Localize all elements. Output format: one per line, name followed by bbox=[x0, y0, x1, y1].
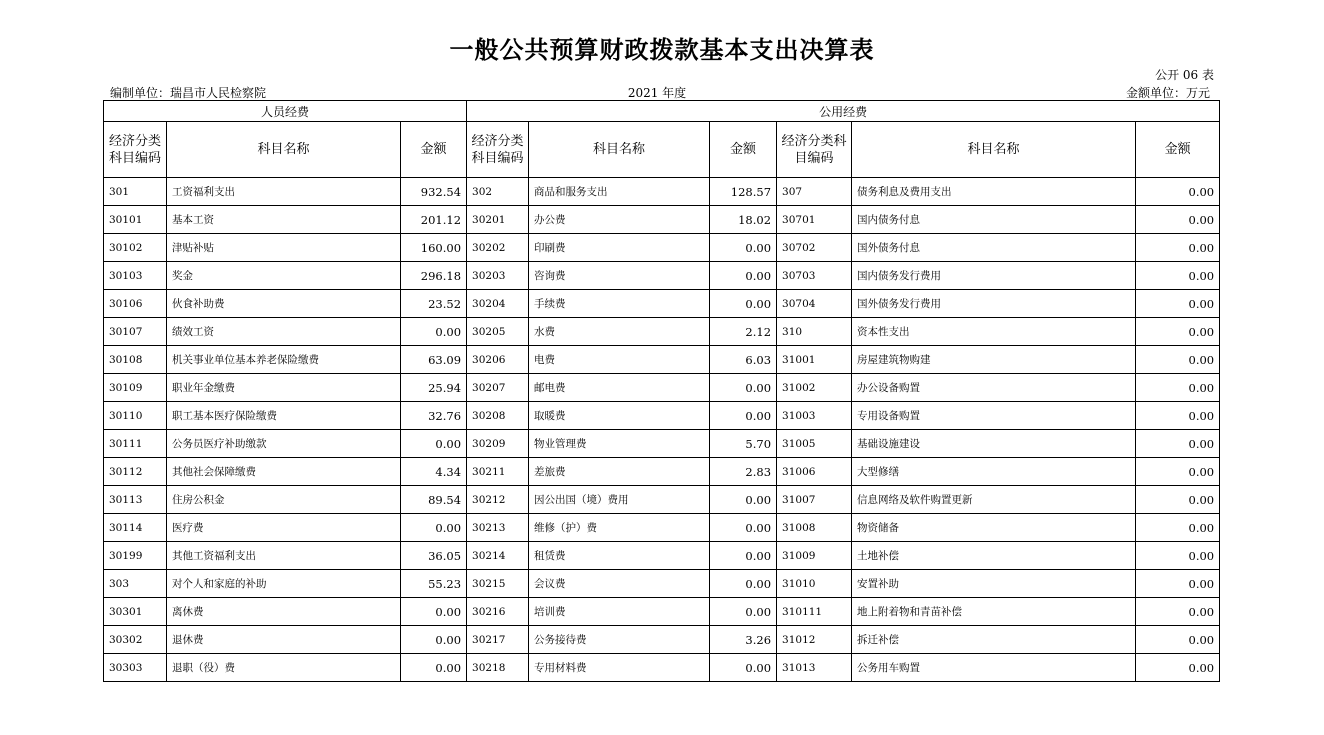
name-cell: 商品和服务支出 bbox=[529, 178, 710, 206]
code-cell: 30109 bbox=[104, 374, 167, 402]
name-cell: 对个人和家庭的补助 bbox=[167, 570, 401, 598]
amount-cell: 0.00 bbox=[1136, 458, 1220, 486]
amount-cell: 0.00 bbox=[401, 598, 467, 626]
amount-cell: 0.00 bbox=[1136, 514, 1220, 542]
table-body bbox=[104, 178, 1220, 682]
amount-cell: 25.94 bbox=[401, 374, 467, 402]
code-cell: 30212 bbox=[467, 486, 529, 514]
amount-cell: 0.00 bbox=[401, 514, 467, 542]
code-cell: 30112 bbox=[104, 458, 167, 486]
code-cell: 30704 bbox=[777, 290, 852, 318]
name-cell: 机关事业单位基本养老保险缴费 bbox=[167, 346, 401, 374]
name-cell: 职业年金缴费 bbox=[167, 374, 401, 402]
amount-cell: 32.76 bbox=[401, 402, 467, 430]
amount-cell: 0.00 bbox=[710, 486, 777, 514]
amount-cell: 0.00 bbox=[710, 234, 777, 262]
name-cell: 基础设施建设 bbox=[852, 430, 1136, 458]
name-cell: 信息网络及软件购置更新 bbox=[852, 486, 1136, 514]
amount-cell: 2.83 bbox=[710, 458, 777, 486]
code-cell: 31008 bbox=[777, 514, 852, 542]
code-cell: 30218 bbox=[467, 654, 529, 682]
amount-cell: 0.00 bbox=[1136, 598, 1220, 626]
header-code: 经济分类科目编码 bbox=[467, 122, 529, 178]
code-cell: 301 bbox=[104, 178, 167, 206]
amount-cell: 0.00 bbox=[710, 570, 777, 598]
code-cell: 31007 bbox=[777, 486, 852, 514]
amount-cell: 0.00 bbox=[1136, 234, 1220, 262]
name-cell: 债务利息及费用支出 bbox=[852, 178, 1136, 206]
amount-cell: 4.34 bbox=[401, 458, 467, 486]
name-cell: 办公设备购置 bbox=[852, 374, 1136, 402]
name-cell: 工资福利支出 bbox=[167, 178, 401, 206]
amount-cell: 0.00 bbox=[710, 402, 777, 430]
name-cell: 维修（护）费 bbox=[529, 514, 710, 542]
amount-cell: 0.00 bbox=[1136, 318, 1220, 346]
table-row bbox=[104, 346, 1220, 374]
amount-cell: 0.00 bbox=[1136, 402, 1220, 430]
header-name: 科目名称 bbox=[167, 122, 401, 178]
amount-cell: 0.00 bbox=[710, 654, 777, 682]
name-cell: 国外债务发行费用 bbox=[852, 290, 1136, 318]
reporting-unit: 编制单位：瑞昌市人民检察院 bbox=[110, 86, 267, 100]
name-cell: 医疗费 bbox=[167, 514, 401, 542]
amount-cell: 36.05 bbox=[401, 542, 467, 570]
name-cell: 地上附着物和青苗补偿 bbox=[852, 598, 1136, 626]
table-row bbox=[104, 654, 1220, 682]
group-public: 公用经费 bbox=[467, 101, 1220, 122]
code-cell: 30303 bbox=[104, 654, 167, 682]
code-cell: 30204 bbox=[467, 290, 529, 318]
amount-cell: 0.00 bbox=[710, 262, 777, 290]
amount-cell: 0.00 bbox=[1136, 542, 1220, 570]
name-cell: 退休费 bbox=[167, 626, 401, 654]
column-header-row bbox=[104, 122, 1220, 178]
table-row bbox=[104, 570, 1220, 598]
amount-cell: 0.00 bbox=[710, 290, 777, 318]
amount-cell: 0.00 bbox=[401, 654, 467, 682]
amount-cell: 55.23 bbox=[401, 570, 467, 598]
code-cell: 30301 bbox=[104, 598, 167, 626]
name-cell: 绩效工资 bbox=[167, 318, 401, 346]
amount-cell: 0.00 bbox=[1136, 654, 1220, 682]
amount-cell: 0.00 bbox=[710, 542, 777, 570]
amount-cell: 0.00 bbox=[1136, 626, 1220, 654]
code-cell: 30114 bbox=[104, 514, 167, 542]
code-cell: 31003 bbox=[777, 402, 852, 430]
name-cell: 其他社会保障缴费 bbox=[167, 458, 401, 486]
code-cell: 30108 bbox=[104, 346, 167, 374]
header-amount: 金额 bbox=[401, 122, 467, 178]
header-code: 经济分类科目编码 bbox=[104, 122, 167, 178]
table-row bbox=[104, 234, 1220, 262]
amount-cell: 0.00 bbox=[1136, 346, 1220, 374]
table-row bbox=[104, 430, 1220, 458]
amount-cell: 2.12 bbox=[710, 318, 777, 346]
amount-cell: 201.12 bbox=[401, 206, 467, 234]
code-cell: 31005 bbox=[777, 430, 852, 458]
code-cell: 30106 bbox=[104, 290, 167, 318]
amount-cell: 296.18 bbox=[401, 262, 467, 290]
header-name: 科目名称 bbox=[529, 122, 710, 178]
table-row bbox=[104, 262, 1220, 290]
table-row bbox=[104, 598, 1220, 626]
name-cell: 离休费 bbox=[167, 598, 401, 626]
amount-cell: 0.00 bbox=[1136, 430, 1220, 458]
code-cell: 31010 bbox=[777, 570, 852, 598]
name-cell: 奖金 bbox=[167, 262, 401, 290]
amount-cell: 0.00 bbox=[1136, 374, 1220, 402]
name-cell: 其他工资福利支出 bbox=[167, 542, 401, 570]
table-row bbox=[104, 374, 1220, 402]
amount-cell: 18.02 bbox=[710, 206, 777, 234]
code-cell: 30208 bbox=[467, 402, 529, 430]
table-row bbox=[104, 486, 1220, 514]
name-cell: 国内债务付息 bbox=[852, 206, 1136, 234]
code-cell: 30213 bbox=[467, 514, 529, 542]
amount-cell: 0.00 bbox=[1136, 570, 1220, 598]
report-meta bbox=[104, 84, 1210, 100]
header-name: 科目名称 bbox=[852, 122, 1136, 178]
code-cell: 30214 bbox=[467, 542, 529, 570]
code-cell: 31006 bbox=[777, 458, 852, 486]
header-amount: 金额 bbox=[1136, 122, 1220, 178]
name-cell: 物业管理费 bbox=[529, 430, 710, 458]
amount-cell: 0.00 bbox=[1136, 486, 1220, 514]
amount-cell: 23.52 bbox=[401, 290, 467, 318]
table-row bbox=[104, 206, 1220, 234]
name-cell: 津贴补贴 bbox=[167, 234, 401, 262]
name-cell: 伙食补助费 bbox=[167, 290, 401, 318]
code-cell: 30101 bbox=[104, 206, 167, 234]
code-cell: 310111 bbox=[777, 598, 852, 626]
name-cell: 国外债务付息 bbox=[852, 234, 1136, 262]
amount-cell: 0.00 bbox=[710, 514, 777, 542]
name-cell: 国内债务发行费用 bbox=[852, 262, 1136, 290]
name-cell: 邮电费 bbox=[529, 374, 710, 402]
expenditure-table bbox=[103, 100, 1220, 682]
name-cell: 印刷费 bbox=[529, 234, 710, 262]
amount-cell: 0.00 bbox=[1136, 206, 1220, 234]
code-cell: 30202 bbox=[467, 234, 529, 262]
code-cell: 31013 bbox=[777, 654, 852, 682]
name-cell: 公务用车购置 bbox=[852, 654, 1136, 682]
code-cell: 30107 bbox=[104, 318, 167, 346]
amount-cell: 6.03 bbox=[710, 346, 777, 374]
code-cell: 31009 bbox=[777, 542, 852, 570]
code-cell: 30211 bbox=[467, 458, 529, 486]
code-cell: 303 bbox=[104, 570, 167, 598]
report-title: 一般公共预算财政拨款基本支出决算表 bbox=[449, 35, 875, 64]
code-cell: 30205 bbox=[467, 318, 529, 346]
header-amount: 金额 bbox=[710, 122, 777, 178]
amount-cell: 932.54 bbox=[401, 178, 467, 206]
amount-cell: 128.57 bbox=[710, 178, 777, 206]
amount-cell: 0.00 bbox=[401, 626, 467, 654]
code-cell: 30103 bbox=[104, 262, 167, 290]
name-cell: 培训费 bbox=[529, 598, 710, 626]
name-cell: 手续费 bbox=[529, 290, 710, 318]
name-cell: 专用设备购置 bbox=[852, 402, 1136, 430]
amount-cell: 0.00 bbox=[1136, 262, 1220, 290]
code-cell: 30302 bbox=[104, 626, 167, 654]
amount-cell: 63.09 bbox=[401, 346, 467, 374]
table-row bbox=[104, 318, 1220, 346]
code-cell: 30701 bbox=[777, 206, 852, 234]
name-cell: 基本工资 bbox=[167, 206, 401, 234]
amount-cell: 0.00 bbox=[710, 374, 777, 402]
amount-cell: 0.00 bbox=[710, 598, 777, 626]
code-cell: 31001 bbox=[777, 346, 852, 374]
name-cell: 会议费 bbox=[529, 570, 710, 598]
code-cell: 30113 bbox=[104, 486, 167, 514]
fiscal-year: 2021 年度 bbox=[627, 86, 687, 100]
code-cell: 31012 bbox=[777, 626, 852, 654]
code-cell: 30215 bbox=[467, 570, 529, 598]
name-cell: 因公出国（境）费用 bbox=[529, 486, 710, 514]
name-cell: 公务接待费 bbox=[529, 626, 710, 654]
name-cell: 安置补助 bbox=[852, 570, 1136, 598]
code-cell: 30203 bbox=[467, 262, 529, 290]
table-row bbox=[104, 402, 1220, 430]
code-cell: 31002 bbox=[777, 374, 852, 402]
amount-cell: 89.54 bbox=[401, 486, 467, 514]
form-number: 公开 06 表 bbox=[1155, 68, 1214, 82]
name-cell: 物资储备 bbox=[852, 514, 1136, 542]
code-cell: 30102 bbox=[104, 234, 167, 262]
code-cell: 30199 bbox=[104, 542, 167, 570]
table-row bbox=[104, 542, 1220, 570]
amount-cell: 0.00 bbox=[401, 318, 467, 346]
name-cell: 公务员医疗补助缴款 bbox=[167, 430, 401, 458]
amount-cell: 0.00 bbox=[1136, 290, 1220, 318]
name-cell: 住房公积金 bbox=[167, 486, 401, 514]
code-cell: 30702 bbox=[777, 234, 852, 262]
name-cell: 拆迁补偿 bbox=[852, 626, 1136, 654]
table-row bbox=[104, 514, 1220, 542]
name-cell: 职工基本医疗保险缴费 bbox=[167, 402, 401, 430]
code-cell: 30703 bbox=[777, 262, 852, 290]
table-row bbox=[104, 178, 1220, 206]
code-cell: 302 bbox=[467, 178, 529, 206]
table-row bbox=[104, 290, 1220, 318]
amount-cell: 3.26 bbox=[710, 626, 777, 654]
table-row bbox=[104, 626, 1220, 654]
name-cell: 办公费 bbox=[529, 206, 710, 234]
table-row bbox=[104, 458, 1220, 486]
code-cell: 30206 bbox=[467, 346, 529, 374]
header-code: 经济分类科目编码 bbox=[777, 122, 852, 178]
name-cell: 差旅费 bbox=[529, 458, 710, 486]
name-cell: 大型修缮 bbox=[852, 458, 1136, 486]
name-cell: 专用材料费 bbox=[529, 654, 710, 682]
code-cell: 30207 bbox=[467, 374, 529, 402]
code-cell: 307 bbox=[777, 178, 852, 206]
name-cell: 资本性支出 bbox=[852, 318, 1136, 346]
name-cell: 咨询费 bbox=[529, 262, 710, 290]
code-cell: 30201 bbox=[467, 206, 529, 234]
name-cell: 租赁费 bbox=[529, 542, 710, 570]
group-personnel: 人员经费 bbox=[104, 101, 467, 122]
name-cell: 土地补偿 bbox=[852, 542, 1136, 570]
amount-unit: 金额单位：万元 bbox=[1125, 86, 1210, 100]
amount-cell: 0.00 bbox=[401, 430, 467, 458]
code-cell: 310 bbox=[777, 318, 852, 346]
code-cell: 30216 bbox=[467, 598, 529, 626]
code-cell: 30111 bbox=[104, 430, 167, 458]
group-header-row bbox=[104, 101, 1220, 122]
code-cell: 30209 bbox=[467, 430, 529, 458]
name-cell: 取暖费 bbox=[529, 402, 710, 430]
name-cell: 房屋建筑物购建 bbox=[852, 346, 1136, 374]
name-cell: 退职（役）费 bbox=[167, 654, 401, 682]
code-cell: 30217 bbox=[467, 626, 529, 654]
code-cell: 30110 bbox=[104, 402, 167, 430]
name-cell: 水费 bbox=[529, 318, 710, 346]
amount-cell: 0.00 bbox=[1136, 178, 1220, 206]
amount-cell: 160.00 bbox=[401, 234, 467, 262]
amount-cell: 5.70 bbox=[710, 430, 777, 458]
name-cell: 电费 bbox=[529, 346, 710, 374]
